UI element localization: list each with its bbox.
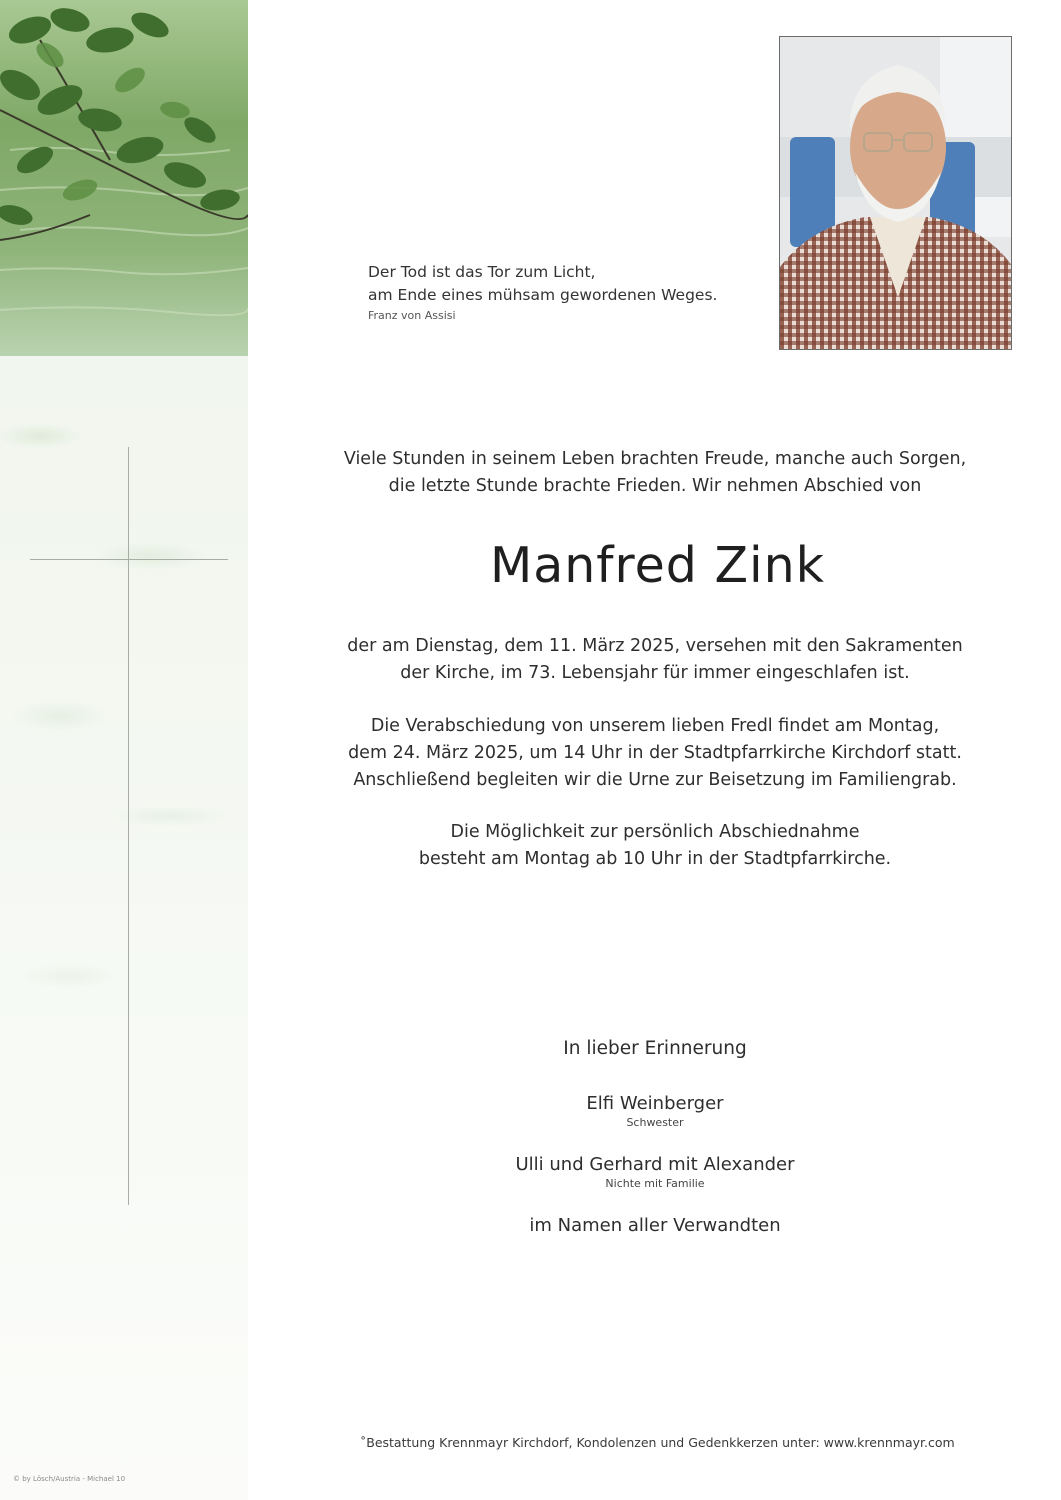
quote-line: Der Tod ist das Tor zum Licht,	[368, 263, 596, 281]
mourner-relation: Schwester	[626, 1116, 684, 1129]
intro-line: Viele Stunden in seinem Leben brachten Freude, manche auch Sorgen,	[343, 449, 967, 469]
mourner-name: Ulli und Gerhard mit Alexander	[515, 1154, 795, 1175]
farewell-line: dem 24. März 2025, um 14 Uhr in der Stadtpfarrkirche Kirchdorf statt.	[348, 743, 962, 763]
death-notice	[300, 633, 1010, 687]
farewell-line: Anschließend begleiten wir die Urne zur Beisetzung im Familiengrab.	[353, 770, 957, 790]
cross-horizontal-line	[30, 559, 228, 560]
cross-vertical-line	[128, 447, 129, 1205]
memory-section	[300, 1035, 1010, 1238]
deceased-name: Manfred Zink	[489, 537, 826, 594]
nature-photo-leaves-water	[0, 0, 248, 356]
footer-funeral-home: ˚Bestattung Krennmayr Kirchdorf, Kondolenzen und Gedenkkerzen unter: www.krennmayr.com	[360, 1435, 955, 1450]
viewing-info	[300, 819, 1010, 873]
copyright-note: © by Lösch/Austria - Michael 10	[13, 1475, 126, 1483]
memory-title: In lieber Erinnerung	[563, 1038, 747, 1059]
memory-closing: im Namen aller Verwandten	[529, 1215, 781, 1236]
intro-text	[300, 446, 1010, 500]
mourner-relation: Nichte mit Familie	[605, 1177, 705, 1190]
viewing-line: besteht am Montag ab 10 Uhr in der Stadtpfarrkirche.	[418, 849, 892, 869]
quote-block	[368, 261, 768, 324]
side-water-reflection	[0, 356, 248, 1256]
farewell-line: Die Verabschiedung von unserem lieben Fredl findet am Montag,	[370, 716, 940, 736]
mourner-name: Elfi Weinberger	[586, 1093, 724, 1114]
quote-author: Franz von Assisi	[368, 309, 456, 322]
intro-line: die letzte Stunde brachte Frieden. Wir nehmen Abschied von	[388, 476, 922, 496]
quote-line: am Ende eines mühsam gewordenen Weges.	[368, 286, 718, 304]
death-notice-line: der Kirche, im 73. Lebensjahr für immer eingeschlafen ist.	[400, 663, 910, 683]
death-notice-line: der am Dienstag, dem 11. März 2025, versehen mit den Sakramenten	[347, 636, 963, 656]
viewing-line: Die Möglichkeit zur persönlich Abschiednahme	[450, 822, 860, 842]
portrait-photo	[779, 36, 1012, 350]
farewell-info	[300, 713, 1010, 794]
